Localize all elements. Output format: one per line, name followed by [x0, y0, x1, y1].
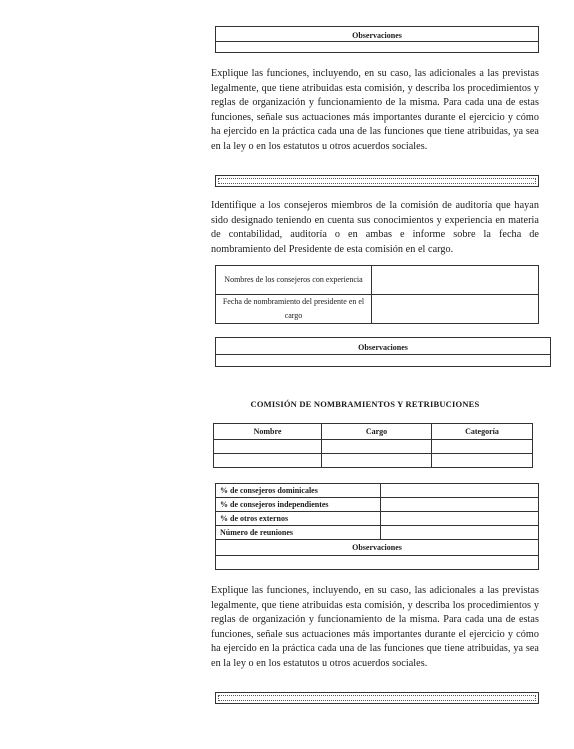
observaciones-header: Observaciones: [216, 540, 539, 556]
section-title: COMISIÓN DE NOMBRAMIENTOS Y RETRIBUCIONES: [250, 399, 480, 409]
col-header-cargo: Cargo: [322, 424, 432, 440]
stat-value[interactable]: [381, 526, 539, 540]
observaciones-label: Observaciones: [352, 31, 402, 40]
functions-paragraph: Explique las funciones, incluyendo, en su caso, las adicionales a las previstas legalmente, que tiene atribuidas esta comisión, y describa los procedimientos y reglas de organización y funcionamiento de la misma. Para cada una de estas funciones, señale sus actuaciones más importantes durante el ejercicio y cómo ha ejercido en la práctica cada una de las funciones que tiene atribuidas, ya sea en la ley o en los estatutos u otros acuerdos sociales.: [211, 68, 539, 152]
audit-experience-table: [215, 265, 539, 324]
stats-table: [215, 483, 539, 570]
col-header-nombre: Nombre: [214, 424, 322, 440]
experience-value-cell[interactable]: [372, 266, 539, 295]
table-cell[interactable]: [214, 454, 322, 468]
stat-label: Número de reuniones: [216, 526, 381, 540]
appointment-value-cell[interactable]: [372, 295, 539, 324]
stat-label: % de consejeros dominicales: [216, 484, 381, 498]
stat-value[interactable]: [381, 512, 539, 526]
members-table: [213, 423, 533, 468]
observaciones-box-2: [215, 337, 551, 367]
stat-value[interactable]: [381, 484, 539, 498]
functions-paragraph-2: Explique las funciones, incluyendo, en su caso, las adicionales a las previstas legalmente, que tiene atribuidas esta comisión, y describa los procedimientos y reglas de organización y funcionamiento de la misma. Para cada una de estas funciones, señale sus actuaciones más importantes durante el ejercicio y cómo ha ejercido en la práctica cada una de las funciones que tiene atribuidas, ya sea en la ley o en los estatutos u otros acuerdos sociales.: [211, 585, 539, 669]
answer-box-inner: [218, 178, 536, 184]
observaciones-label: Observaciones: [358, 343, 408, 352]
table-cell[interactable]: [322, 454, 432, 468]
divider: [216, 41, 538, 42]
appointment-label-cell: Fecha de nombramiento del presidente en el cargo: [216, 295, 372, 324]
experience-label-cell: Nombres de los consejeros con experiencia: [216, 266, 372, 295]
answer-box-inner: [218, 695, 536, 701]
stat-label: % de otros externos: [216, 512, 381, 526]
table-cell[interactable]: [432, 440, 533, 454]
table-cell[interactable]: [214, 440, 322, 454]
table-cell[interactable]: [432, 454, 533, 468]
divider: [216, 354, 550, 355]
audit-paragraph: Identifique a los consejeros miembros de la comisión de auditoría que hayan sido designado teniendo en cuenta sus conocimientos y experiencia en materia de contabilidad, auditoría o en ambas e informe sobre la fecha de nombramiento del Presidente de esta comisión en el cargo.: [211, 200, 539, 255]
stat-label: % de consejeros independientes: [216, 498, 381, 512]
stat-value[interactable]: [381, 498, 539, 512]
table-cell[interactable]: [322, 440, 432, 454]
observaciones-value[interactable]: [216, 556, 539, 570]
col-header-categoria: Categoría: [432, 424, 533, 440]
answer-box-1[interactable]: [215, 175, 539, 187]
answer-box-2[interactable]: [215, 692, 539, 704]
observaciones-box-1: [215, 26, 539, 53]
